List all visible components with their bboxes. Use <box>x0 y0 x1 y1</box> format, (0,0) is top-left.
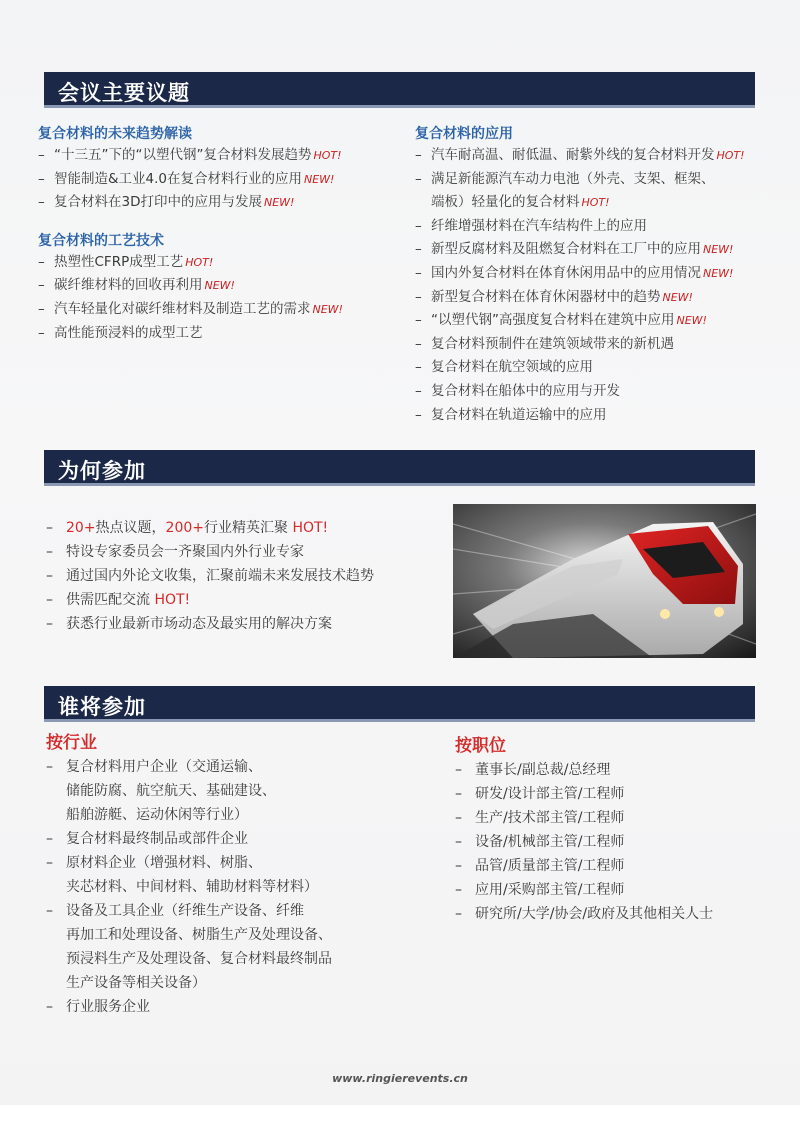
topics-left-column <box>38 124 418 345</box>
section-bar-who <box>44 686 755 722</box>
list-item: 生产设备等相关设备） <box>66 975 206 991</box>
list-item-text: 新型复合材料在体育休闲器材中的趋势 <box>431 288 661 305</box>
list-item <box>46 588 446 612</box>
high-speed-train-photo <box>453 504 756 658</box>
list-item-text: 新型反腐材料及阻燃复合材料在工厂中的应用 <box>431 241 701 258</box>
list-item <box>415 333 785 357</box>
section-title-topics: 会议主要议题 <box>58 81 190 105</box>
list-item <box>46 612 446 636</box>
industry-list <box>46 755 446 1019</box>
list-item: 再加工和处理设备、树脂生产及处理设备、 <box>66 927 332 943</box>
tag-badge: NEW! <box>676 314 707 328</box>
list-item <box>38 191 418 215</box>
tag-badge: HOT! <box>185 255 214 269</box>
list-item <box>415 215 785 239</box>
list-item-text: 高性能预浸料的成型工艺 <box>54 324 203 341</box>
list-item-text: 热点议题， <box>95 520 166 536</box>
tag-badge: NEW! <box>304 172 335 186</box>
topic-list-trends <box>38 144 418 215</box>
list-item: – 复合材料最终制品或部件企业 <box>46 827 446 851</box>
list-item: – 设备/机械部主管/工程师 <box>455 830 775 854</box>
topic-list-process <box>38 251 418 345</box>
who-position-column <box>455 734 775 926</box>
list-item-text: 20+ <box>66 520 96 536</box>
list-item-text: 复合材料在3D打印中的应用与发展 <box>54 194 262 211</box>
list-item-text: “十三五”下的“以塑代钢”复合材料发展趋势 <box>54 147 312 163</box>
list-item: 船舶游艇、运动休闲等行业） <box>66 807 248 823</box>
list-item <box>46 564 446 588</box>
tag-badge: HOT! <box>313 149 342 162</box>
tag-badge: NEW! <box>263 196 295 210</box>
list-item <box>415 168 785 192</box>
list-item-text: 复合材料在轨道运输中的应用 <box>431 406 607 423</box>
list-item: – 行业服务企业 <box>46 995 446 1019</box>
list-item <box>415 286 785 310</box>
list-item-text: 智能制造&工业4.0在复合材料行业的应用 <box>54 170 302 187</box>
who-industry-column <box>46 731 446 1019</box>
tag-badge: NEW! <box>703 243 734 257</box>
list-item: – 原材料企业（增强材料、树脂、 <box>46 851 446 875</box>
tag-badge: NEW! <box>703 266 734 280</box>
why-list <box>46 516 446 636</box>
list-item: – 品管/质量部主管/工程师 <box>455 854 775 878</box>
list-item <box>415 191 785 215</box>
why-column <box>46 516 446 636</box>
list-item: – 设备及工具企业（纤维生产设备、纤维 <box>46 899 446 923</box>
list-item-text: 满足新能源汽车动力电池（外壳、支架、框架、 <box>431 170 715 187</box>
section-title-why: 为何参加 <box>58 459 146 483</box>
list-item-text: 200+ <box>165 520 204 536</box>
list-item <box>415 309 785 333</box>
position-heading: 按职位 <box>455 736 506 756</box>
list-item: – 研究所/大学/协会/政府及其他相关人士 <box>455 902 775 926</box>
list-item: 预浸料生产及处理设备、复合材料最终制品 <box>66 951 332 967</box>
list-item-text: 热塑性CFRP成型工艺 <box>54 253 184 270</box>
list-item: – 董事长/副总裁/总经理 <box>455 758 775 782</box>
list-item <box>46 540 446 564</box>
list-item: – 研发/设计部主管/工程师 <box>455 782 775 806</box>
tag-badge: HOT! <box>581 196 610 210</box>
list-item <box>38 168 418 192</box>
list-item-text: 端板）轻量化的复合材料 <box>431 194 580 211</box>
tag-badge: NEW! <box>312 302 343 316</box>
topics-right-column <box>415 124 785 427</box>
list-item-text: 复合材料预制件在建筑领域带来的新机遇 <box>431 335 674 352</box>
tag-badge: NEW! <box>204 279 235 293</box>
list-item: 储能防腐、航空航天、基础建设、 <box>66 783 276 799</box>
list-item <box>38 322 418 346</box>
topic-heading-trends: 复合材料的未来趋势解读 <box>38 126 192 142</box>
topic-heading-applications: 复合材料的应用 <box>415 126 513 142</box>
tag-badge: NEW! <box>662 290 693 304</box>
list-item-text: 通过国内外论文收集，汇聚前端未来发展技术趋势 <box>66 568 374 584</box>
section-bar-why <box>44 450 755 486</box>
list-item-text: 汽车轻量化对碳纤维材料及制造工艺的需求 <box>54 300 311 317</box>
website-footer: www.ringierevents.cn <box>332 1072 468 1085</box>
list-item: – 复合材料用户企业（交通运输、 <box>46 755 446 779</box>
topic-heading-process: 复合材料的工艺技术 <box>38 232 164 249</box>
list-item: – 生产/技术部主管/工程师 <box>455 806 775 830</box>
list-item-text: 纤维增强材料在汽车结构件上的应用 <box>431 217 647 234</box>
list-item-text: 汽车耐高温、耐低温、耐紫外线的复合材料开发 <box>431 147 715 163</box>
list-item <box>415 238 785 262</box>
list-item-text: 国内外复合材料在体育休闲用品中的应用情况 <box>431 264 701 281</box>
list-item-text: 特设专家委员会一齐聚国内外行业专家 <box>66 544 304 560</box>
list-item: 夹芯材料、中间材料、辅助材料等材料） <box>66 879 318 895</box>
list-item <box>38 274 418 298</box>
topic-list-applications <box>415 144 785 427</box>
section-title-who: 谁将参加 <box>58 695 146 719</box>
list-item <box>38 144 418 168</box>
list-item-text: 供需匹配交流 <box>66 592 155 608</box>
industry-heading: 按行业 <box>46 733 97 753</box>
list-item-text: 复合材料在船体中的应用与开发 <box>431 382 620 399</box>
tag-badge: HOT! <box>716 149 745 162</box>
list-item <box>38 251 418 275</box>
list-item-text: 获悉行业最新市场动态及最实用的解决方案 <box>66 616 332 632</box>
list-item-text: HOT! <box>292 520 329 536</box>
position-list <box>455 758 775 926</box>
list-item <box>46 516 446 540</box>
list-item <box>415 404 785 428</box>
list-item <box>415 356 785 380</box>
list-item: – 应用/采购部主管/工程师 <box>455 878 775 902</box>
list-item-text: HOT! <box>154 592 191 608</box>
list-item-text: 碳纤维材料的回收再利用 <box>54 277 203 294</box>
list-item-text: “以塑代钢”高强度复合材料在建筑中应用 <box>431 312 675 329</box>
list-item <box>415 380 785 404</box>
list-item <box>415 262 785 286</box>
list-item-text: 复合材料在航空领域的应用 <box>431 359 593 376</box>
section-bar-topics <box>44 72 755 108</box>
list-item-text: 行业精英汇聚 <box>204 520 293 536</box>
list-item <box>415 144 785 168</box>
list-item <box>38 298 418 322</box>
